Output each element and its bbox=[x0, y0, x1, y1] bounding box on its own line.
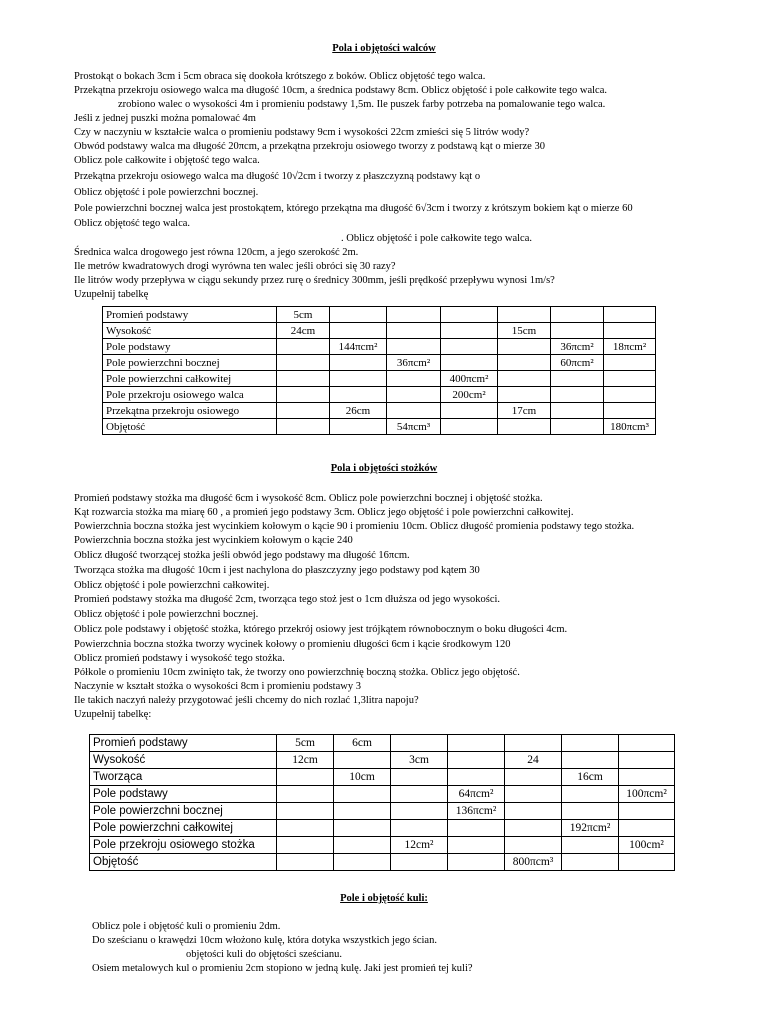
table-cell bbox=[334, 786, 391, 803]
table-cell bbox=[505, 837, 562, 854]
table-cell bbox=[441, 355, 498, 371]
table-cell bbox=[277, 371, 330, 387]
table-row bbox=[103, 323, 656, 339]
cylinder-table bbox=[102, 306, 656, 435]
table-cell bbox=[441, 339, 498, 355]
table-cell bbox=[277, 854, 334, 871]
table-cell bbox=[330, 419, 387, 435]
table-cell: 5cm bbox=[277, 307, 330, 323]
s2-line-10: Powierzchnia boczna stożka tworzy wycinek kołowy o promieniu długości 6cm i kącie środkowym 120 bbox=[74, 639, 511, 650]
table-cell bbox=[448, 854, 505, 871]
table-row bbox=[103, 355, 656, 371]
table-cell bbox=[448, 820, 505, 837]
table-cell bbox=[387, 307, 441, 323]
table-cell bbox=[562, 837, 619, 854]
table-cell bbox=[498, 387, 551, 403]
table-cell: 24 bbox=[505, 752, 562, 769]
s1-line-2: zrobiono walec o wysokości 4m i promieniu podstawy 1,5m. Ile puszek farby potrzeba na pomalowanie tego walca. bbox=[118, 99, 606, 110]
table-row bbox=[103, 339, 656, 355]
table-cell bbox=[391, 803, 448, 820]
table-cell bbox=[562, 786, 619, 803]
table-cell bbox=[387, 387, 441, 403]
s1-line-12: Średnica walca drogowego jest równa 120cm, a jego szerokość 2m. bbox=[74, 247, 359, 258]
cone-table bbox=[89, 734, 675, 871]
table-cell: 17cm bbox=[498, 403, 551, 419]
s3-line-1: Do sześcianu o krawędzi 10cm włożono kulę, która dotyka wszystkich jego ścian. bbox=[92, 935, 437, 946]
table-cell bbox=[334, 837, 391, 854]
s1-line-13: Ile metrów kwadratowych drogi wyrówna ten walec jeśli obróci się 30 razy? bbox=[74, 261, 396, 272]
table-cell bbox=[330, 387, 387, 403]
table-cell: 60πcm² bbox=[551, 355, 604, 371]
row-label: Pole powierzchni bocznej bbox=[90, 803, 277, 820]
table-cell: 180πcm³ bbox=[604, 419, 656, 435]
table-cell bbox=[619, 803, 675, 820]
table-cell bbox=[277, 786, 334, 803]
row-label: Pole powierzchni całkowitej bbox=[103, 371, 277, 387]
table-cell bbox=[505, 820, 562, 837]
table-row bbox=[103, 371, 656, 387]
table-cell bbox=[391, 735, 448, 752]
s2-line-13: Naczynie w kształt stożka o wysokości 8cm i promieniu podstawy 3 bbox=[74, 681, 361, 692]
table-row bbox=[90, 803, 675, 820]
table-cell bbox=[448, 837, 505, 854]
s2-line-3: Powierzchnia boczna stożka jest wycinkiem kołowym o kącie 240 bbox=[74, 535, 353, 546]
table-cell: 64πcm² bbox=[448, 786, 505, 803]
s1-line-3: Jeśli z jednej puszki można pomalować 4m bbox=[74, 113, 256, 124]
table-cell: 100πcm² bbox=[619, 786, 675, 803]
s1-line-10: Oblicz objętość tego walca. bbox=[74, 218, 191, 229]
table-cell bbox=[498, 355, 551, 371]
s1-line-0: Prostokąt o bokach 3cm i 5cm obraca się dookoła krótszego z boków. Oblicz objętość tego walca. bbox=[74, 71, 486, 82]
table-cell: 24cm bbox=[277, 323, 330, 339]
table-row bbox=[90, 735, 675, 752]
s3-line-3: Osiem metalowych kul o promieniu 2cm stopiono w jedną kulę. Jaki jest promień tej kuli? bbox=[92, 963, 473, 974]
s2-line-8: Oblicz objętość i pole powierzchni bocznej. bbox=[74, 609, 259, 620]
table-cell bbox=[498, 419, 551, 435]
table-row bbox=[103, 387, 656, 403]
s3-line-0: Oblicz pole i objętość kuli o promieniu 2dm. bbox=[92, 921, 281, 932]
table-cell bbox=[277, 803, 334, 820]
table-cell: 5cm bbox=[277, 735, 334, 752]
table-cell bbox=[604, 355, 656, 371]
s1-line-9: Pole powierzchni bocznej walca jest prostokątem, którego przekątna ma długość 6√3cm i tworzy z krótszym bokiem kąt o mierze 60 bbox=[74, 203, 633, 214]
table-cell: 36πcm² bbox=[387, 355, 441, 371]
table-cell bbox=[551, 307, 604, 323]
table-cell bbox=[441, 323, 498, 339]
table-cell bbox=[387, 339, 441, 355]
s1-line-7: Przekątna przekroju osiowego walca ma długość 10√2cm i tworzy z płaszczyzną podstawy kąt o bbox=[74, 171, 481, 182]
table-cell bbox=[505, 786, 562, 803]
table-cell bbox=[562, 854, 619, 871]
table-cell bbox=[619, 735, 675, 752]
s2-line-5: Tworząca stożka ma długość 10cm i jest nachylona do płaszczyzny jego podstawy pod kątem 30 bbox=[74, 565, 480, 576]
table-cell bbox=[562, 803, 619, 820]
table-cell: 18πcm² bbox=[604, 339, 656, 355]
table-cell bbox=[619, 854, 675, 871]
s2-line-4: Oblicz długość tworzącej stożka jeśli obwód jego podstawy ma długość 16πcm. bbox=[74, 550, 410, 561]
s1-line-4: Czy w naczyniu w kształcie walca o promieniu podstawy 9cm i wysokości 22cm zmieści się 5 litrów wody? bbox=[74, 127, 530, 138]
table-cell: 12cm bbox=[277, 752, 334, 769]
section3-title: Pole i objętość kuli: bbox=[340, 893, 428, 904]
table-cell bbox=[387, 403, 441, 419]
table-cell bbox=[441, 403, 498, 419]
table-cell: 200cm² bbox=[441, 387, 498, 403]
row-label: Promień podstawy bbox=[90, 735, 277, 752]
table-cell bbox=[330, 307, 387, 323]
s1-line-14: Ile litrów wody przepływa w ciągu sekundy przez rurę o średnicy 300mm, jeśli prędkość przepływu wynosi 1m/s? bbox=[74, 275, 555, 286]
table-cell: 3cm bbox=[391, 752, 448, 769]
table-cell bbox=[448, 752, 505, 769]
row-label: Tworząca bbox=[90, 769, 277, 786]
table-cell: 16cm bbox=[562, 769, 619, 786]
table-cell bbox=[562, 735, 619, 752]
table-row bbox=[90, 854, 675, 871]
table-cell bbox=[441, 307, 498, 323]
s2-line-6: Oblicz objętość i pole powierzchni całkowitej. bbox=[74, 580, 270, 591]
s2-line-11: Oblicz promień podstawy i wysokość tego stożka. bbox=[74, 653, 285, 664]
s1-line-15: Uzupełnij tabelkę bbox=[74, 289, 149, 300]
table-cell bbox=[498, 339, 551, 355]
table-cell bbox=[551, 419, 604, 435]
table-cell bbox=[505, 735, 562, 752]
table-cell bbox=[391, 854, 448, 871]
table-cell bbox=[334, 820, 391, 837]
table-cell bbox=[334, 803, 391, 820]
table-cell: 26cm bbox=[330, 403, 387, 419]
s1-line-11: . Oblicz objętość i pole całkowite tego walca. bbox=[341, 233, 532, 244]
section1-title: Pola i objętości walców bbox=[332, 43, 436, 54]
table-cell bbox=[619, 769, 675, 786]
table-cell: 136πcm² bbox=[448, 803, 505, 820]
table-row bbox=[103, 307, 656, 323]
table-cell bbox=[330, 323, 387, 339]
table-row bbox=[103, 403, 656, 419]
row-label: Promień podstawy bbox=[103, 307, 277, 323]
table-cell bbox=[277, 837, 334, 854]
table-cell bbox=[505, 769, 562, 786]
table-cell bbox=[604, 387, 656, 403]
table-cell: 12cm² bbox=[391, 837, 448, 854]
table-cell bbox=[498, 307, 551, 323]
s2-line-1: Kąt rozwarcia stożka ma miarę 60 , a promień jego podstawy 3cm. Oblicz jego objętość i pole powierzchni całkowitej. bbox=[74, 507, 574, 518]
table-cell bbox=[604, 307, 656, 323]
table-cell: 6cm bbox=[334, 735, 391, 752]
table-cell bbox=[391, 786, 448, 803]
table-cell bbox=[551, 403, 604, 419]
table-row bbox=[90, 752, 675, 769]
table-cell bbox=[330, 355, 387, 371]
table-cell bbox=[334, 752, 391, 769]
table-cell bbox=[277, 419, 330, 435]
section2-title: Pola i objętości stożków bbox=[330, 463, 438, 474]
s2-line-0: Promień podstawy stożka ma długość 6cm i wysokość 8cm. Oblicz pole powierzchni bocznej i objętość stożka. bbox=[74, 493, 543, 504]
s2-line-9: Oblicz pole podstawy i objętość stożka, którego przekrój osiowy jest trójkątem równobocznym o boku długości 4cm. bbox=[74, 624, 568, 635]
table-cell bbox=[277, 820, 334, 837]
s2-line-15: Uzupełnij tabelkę: bbox=[74, 709, 152, 720]
table-cell: 400πcm² bbox=[441, 371, 498, 387]
table-cell bbox=[330, 371, 387, 387]
table-cell bbox=[562, 752, 619, 769]
s2-line-7: Promień podstawy stożka ma długość 2cm, tworząca tego stoż jest o 1cm dłuższa od jego wysokości. bbox=[74, 594, 501, 605]
table-cell bbox=[334, 854, 391, 871]
table-cell bbox=[277, 403, 330, 419]
table-cell bbox=[448, 769, 505, 786]
table-cell bbox=[551, 387, 604, 403]
table-cell bbox=[441, 419, 498, 435]
table-cell: 10cm bbox=[334, 769, 391, 786]
s1-line-6: Oblicz pole całkowite i objętość tego walca. bbox=[74, 155, 260, 166]
table-cell bbox=[277, 339, 330, 355]
table-cell: 54πcm³ bbox=[387, 419, 441, 435]
s1-line-1: Przekątna przekroju osiowego walca ma długość 10cm, a średnica podstawy 8cm. Oblicz objętość i pole całkowite tego walca. bbox=[74, 85, 607, 96]
table-cell bbox=[391, 820, 448, 837]
table-row bbox=[90, 769, 675, 786]
table-cell bbox=[619, 820, 675, 837]
s2-line-14: Ile takich naczyń należy przygotować jeśli chcemy do nich rozlać 1,3litra napoju? bbox=[74, 695, 419, 706]
table-cell bbox=[277, 355, 330, 371]
table-cell bbox=[604, 403, 656, 419]
table-cell bbox=[619, 752, 675, 769]
table-cell bbox=[551, 323, 604, 339]
row-label: Pole przekroju osiowego walca bbox=[103, 387, 277, 403]
table-cell bbox=[387, 371, 441, 387]
table-cell bbox=[498, 371, 551, 387]
row-label: Wysokość bbox=[103, 323, 277, 339]
table-cell bbox=[448, 735, 505, 752]
table-cell bbox=[387, 323, 441, 339]
table-cell: 192πcm² bbox=[562, 820, 619, 837]
table-cell bbox=[604, 323, 656, 339]
table-cell: 800πcm³ bbox=[505, 854, 562, 871]
row-label: Wysokość bbox=[90, 752, 277, 769]
table-cell: 15cm bbox=[498, 323, 551, 339]
table-row bbox=[90, 837, 675, 854]
table-cell bbox=[551, 371, 604, 387]
table-cell bbox=[277, 769, 334, 786]
row-label: Pole podstawy bbox=[90, 786, 277, 803]
row-label: Pole powierzchni całkowitej bbox=[90, 820, 277, 837]
s2-line-12: Półkole o promieniu 10cm zwinięto tak, że tworzy ono powierzchnię boczną stożka. Oblicz jego objętość. bbox=[74, 667, 520, 678]
row-label: Przekątna przekroju osiowego bbox=[103, 403, 277, 419]
table-cell: 36πcm² bbox=[551, 339, 604, 355]
table-row bbox=[103, 419, 656, 435]
table-cell bbox=[277, 387, 330, 403]
row-label: Pole podstawy bbox=[103, 339, 277, 355]
row-label: Objętość bbox=[90, 854, 277, 871]
table-cell bbox=[505, 803, 562, 820]
s1-line-5: Obwód podstawy walca ma długość 20πcm, a przekątna przekroju osiowego tworzy z podstawą kąt o mierze 30 bbox=[74, 141, 545, 152]
row-label: Pole przekroju osiowego stożka bbox=[90, 837, 277, 854]
s3-line-2: objętości kuli do objętości sześcianu. bbox=[186, 949, 343, 960]
table-row bbox=[90, 820, 675, 837]
s1-line-8: Oblicz objętość i pole powierzchni bocznej. bbox=[74, 187, 259, 198]
row-label: Pole powierzchni bocznej bbox=[103, 355, 277, 371]
table-cell bbox=[391, 769, 448, 786]
row-label: Objętość bbox=[103, 419, 277, 435]
table-cell: 144πcm² bbox=[330, 339, 387, 355]
table-row bbox=[90, 786, 675, 803]
table-cell: 100cm² bbox=[619, 837, 675, 854]
table-cell bbox=[604, 371, 656, 387]
s2-line-2: Powierzchnia boczna stożka jest wycinkiem kołowym o kącie 90 i promieniu 10cm. Oblicz długość promienia podstawy tego stożka. bbox=[74, 521, 635, 532]
